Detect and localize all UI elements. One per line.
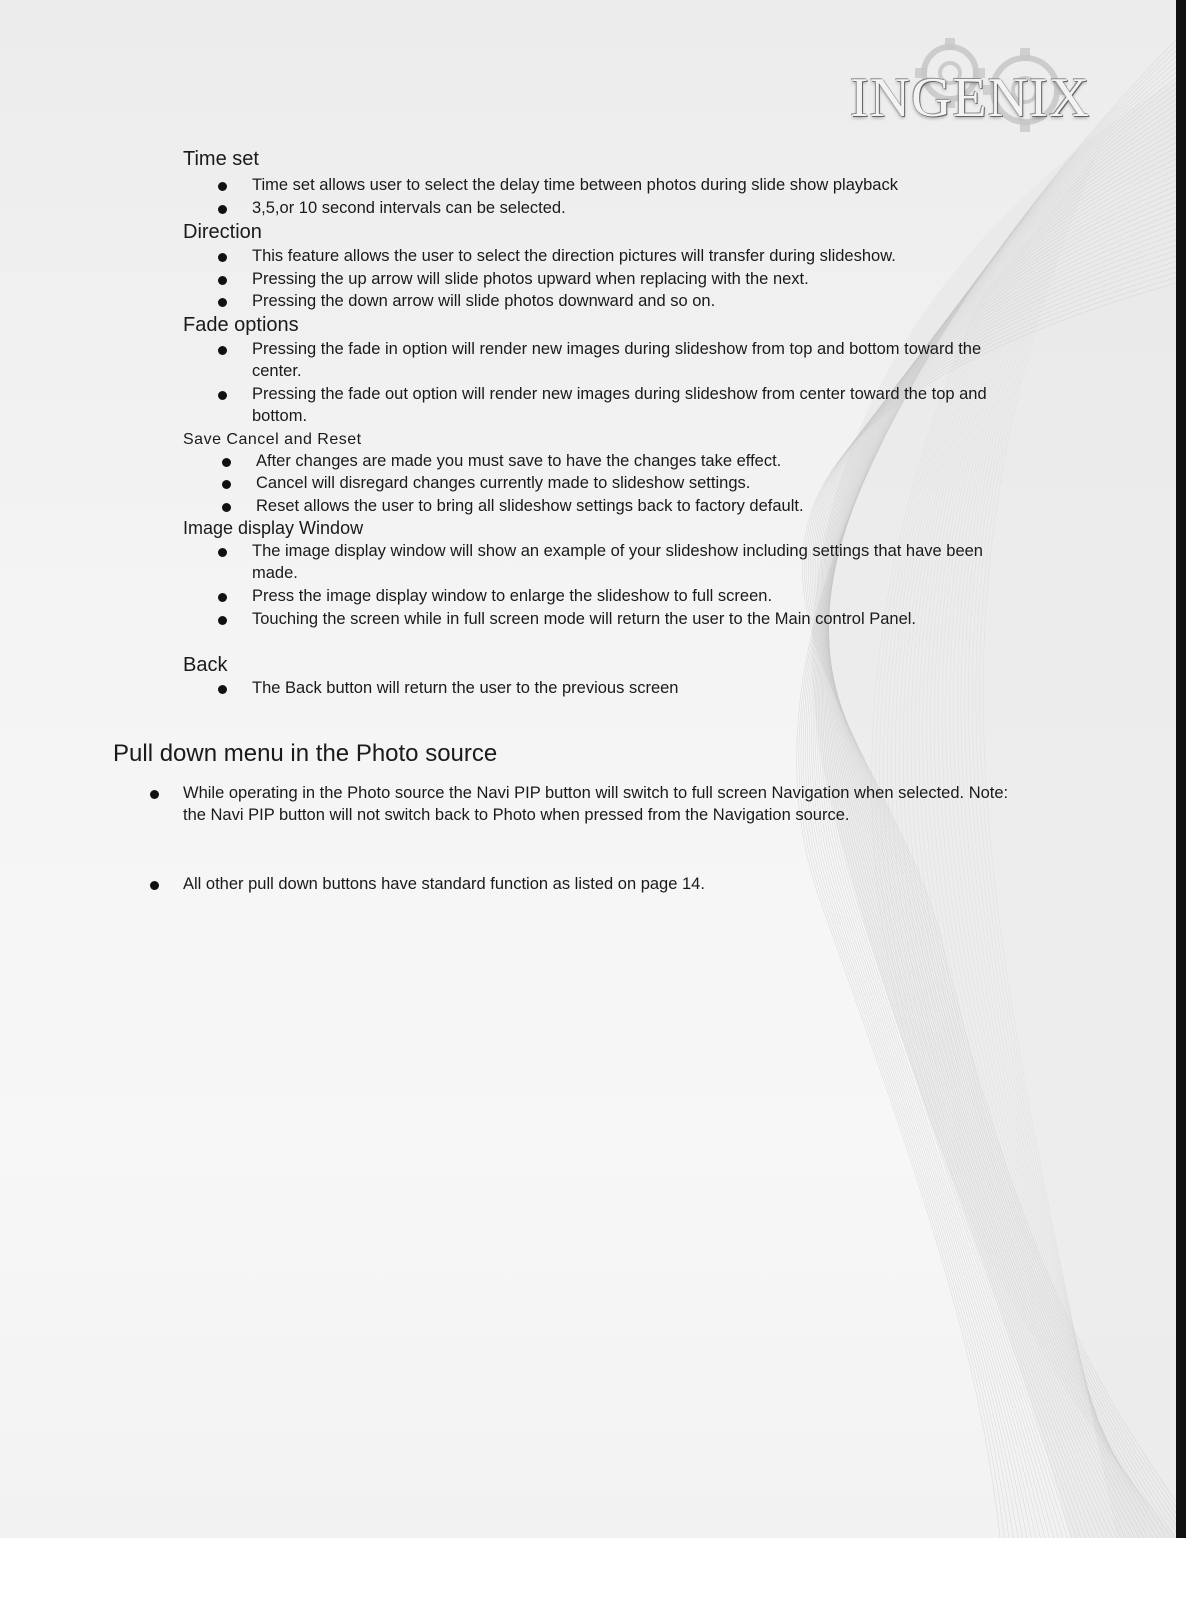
list-item: Press the image display window to enlarge the slideshow to full screen. [252, 587, 773, 605]
section-title-pull-down-menu: Pull down menu in the Photo source [113, 740, 498, 767]
bullet-icon [150, 790, 159, 799]
bullet-icon [222, 480, 231, 489]
list-item: Time set allows user to select the delay time between photos during slide show playback [252, 176, 898, 194]
page-edge-bar [1176, 0, 1186, 1538]
bullet-icon [218, 593, 227, 602]
list-item: While operating in the Photo source the Navi PIP button will switch to full screen Navigation when selected. Note: the Navi PIP button will not switch back to Photo when pressed from the Navigation source. [183, 784, 1009, 824]
list-item: Pressing the down arrow will slide photos downward and so on. [252, 292, 716, 310]
heading-save-cancel-reset: Save Cancel and Reset [183, 431, 362, 448]
list-item: Touching the screen while in full screen mode will return the user to the Main control Panel. [252, 610, 917, 628]
bullet-icon [218, 253, 227, 262]
bullet-icon [218, 298, 227, 307]
list-item: Pressing the fade in option will render new images during slideshow from top and bottom toward the center. [252, 340, 982, 380]
list-item: Pressing the fade out option will render new images during slideshow from center toward the top and bottom. [252, 385, 987, 425]
bullet-icon [218, 346, 227, 355]
heading-image-display-window: Image display Window [183, 518, 364, 538]
list-item: After changes are made you must save to have the changes take effect. [256, 452, 782, 470]
bullet-icon [218, 182, 227, 191]
ingenix-logo [850, 66, 1090, 130]
heading-time-set: Time set [183, 148, 259, 170]
list-item: Reset allows the user to bring all slideshow settings back to factory default. [256, 497, 804, 515]
bullet-icon [150, 881, 159, 890]
list-item: Cancel will disregard changes currently made to slideshow settings. [256, 474, 751, 492]
bullet-icon [218, 276, 227, 285]
bullet-icon [218, 616, 227, 625]
list-item: This feature allows the user to select the direction pictures will transfer during slideshow. [252, 247, 896, 265]
bullet-icon [218, 548, 227, 557]
list-item: All other pull down buttons have standard function as listed on page 14. [183, 875, 705, 893]
bullet-icon [218, 391, 227, 400]
heading-direction: Direction [183, 221, 262, 243]
list-item: 3,5,or 10 second intervals can be selected. [252, 199, 566, 217]
heading-back: Back [183, 654, 228, 676]
logo-text: INGENIX [850, 67, 1091, 129]
list-item: Pressing the up arrow will slide photos upward when replacing with the next. [252, 270, 809, 288]
list-item: The Back button will return the user to the previous screen [252, 679, 679, 697]
list-item: The image display window will show an example of your slideshow including settings that have been made. [252, 542, 983, 582]
bullet-icon [218, 685, 227, 694]
bullet-icon [222, 458, 231, 467]
bullet-icon [222, 503, 231, 512]
bullet-icon [218, 205, 227, 214]
heading-fade-options: Fade options [183, 314, 299, 336]
